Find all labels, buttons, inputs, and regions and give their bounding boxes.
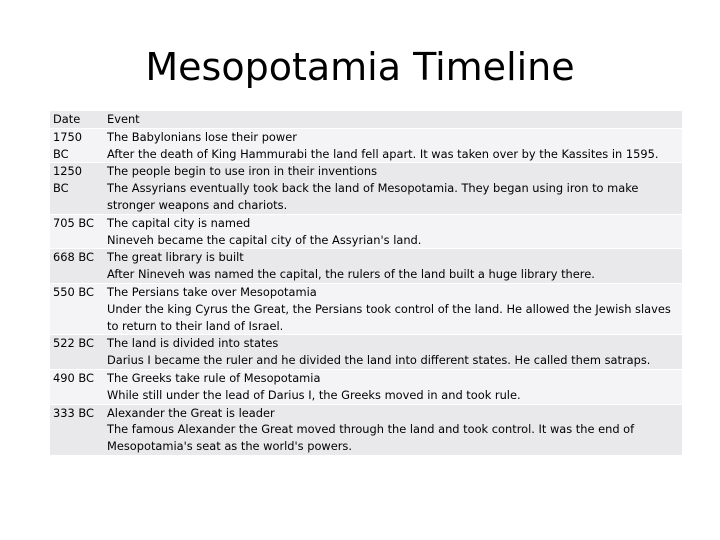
page-title: Mesopotamia Timeline bbox=[145, 45, 575, 89]
event-heading: The people begin to use iron in their inventions bbox=[107, 164, 378, 179]
event-column-header: Event bbox=[103, 111, 682, 128]
event-heading: The Babylonians lose their power bbox=[107, 129, 297, 144]
date-text: 668 BC bbox=[53, 250, 94, 265]
date-cell bbox=[50, 404, 103, 455]
date-cell bbox=[50, 214, 103, 249]
table-row bbox=[50, 128, 682, 163]
table-header-row bbox=[50, 111, 682, 128]
event-description: Nineveh became the capital city of the Assyrian's land. bbox=[107, 232, 422, 247]
date-text: 522 BC bbox=[53, 336, 94, 351]
event-description: The Assyrians eventually took back the land of Mesopotamia. They began using iron to make bbox=[107, 181, 639, 196]
table-row bbox=[50, 404, 682, 455]
date-cell bbox=[50, 163, 103, 214]
date-text: BC bbox=[53, 181, 69, 196]
date-cell bbox=[50, 249, 103, 284]
date-text: 490 BC bbox=[53, 370, 94, 385]
table-row bbox=[50, 249, 682, 284]
date-column-header: Date bbox=[50, 111, 103, 128]
event-cell bbox=[103, 214, 682, 249]
date-text: 705 BC bbox=[53, 215, 94, 230]
event-heading: Alexander the Great is leader bbox=[107, 405, 275, 420]
date-cell bbox=[50, 335, 103, 370]
table-row bbox=[50, 283, 682, 334]
date-text: 1250 bbox=[53, 164, 82, 179]
table-row bbox=[50, 369, 682, 404]
date-text: 550 BC bbox=[53, 284, 94, 299]
event-heading: The land is divided into states bbox=[107, 336, 279, 351]
event-description: Mesopotamia's seat as the world's powers. bbox=[107, 439, 352, 454]
event-description: stronger weapons and chariots. bbox=[107, 197, 288, 212]
event-heading: The great library is built bbox=[107, 250, 244, 265]
event-description: Darius I became the ruler and he divided the land into different states. He called them satraps. bbox=[107, 353, 651, 368]
date-cell bbox=[50, 283, 103, 334]
table-row bbox=[50, 214, 682, 249]
event-cell bbox=[103, 404, 682, 455]
event-cell bbox=[103, 128, 682, 163]
date-text: 1750 bbox=[53, 129, 82, 144]
date-cell bbox=[50, 369, 103, 404]
timeline-table bbox=[50, 111, 682, 456]
event-cell bbox=[103, 163, 682, 214]
event-cell bbox=[103, 283, 682, 334]
table-row bbox=[50, 335, 682, 370]
table-row bbox=[50, 163, 682, 214]
date-text: 333 BC bbox=[53, 405, 94, 420]
event-description: After the death of King Hammurabi the land fell apart. It was taken over by the Kassites in 1595. bbox=[107, 146, 659, 161]
event-heading: The capital city is named bbox=[107, 215, 251, 230]
event-description: After Nineveh was named the capital, the rulers of the land built a huge library there. bbox=[107, 267, 595, 282]
event-description: Under the king Cyrus the Great, the Persians took control of the land. He allowed the Jewish slaves bbox=[107, 301, 671, 316]
event-description: The famous Alexander the Great moved through the land and took control. It was the end of bbox=[107, 422, 635, 437]
event-cell bbox=[103, 249, 682, 284]
event-description: to return to their land of Israel. bbox=[107, 318, 284, 333]
event-cell bbox=[103, 369, 682, 404]
date-text: BC bbox=[53, 146, 69, 161]
event-heading: The Persians take over Mesopotamia bbox=[107, 284, 317, 299]
event-heading: The Greeks take rule of Mesopotamia bbox=[107, 370, 321, 385]
event-description: While still under the lead of Darius I, the Greeks moved in and took rule. bbox=[107, 387, 521, 402]
event-cell bbox=[103, 335, 682, 370]
date-cell bbox=[50, 128, 103, 163]
